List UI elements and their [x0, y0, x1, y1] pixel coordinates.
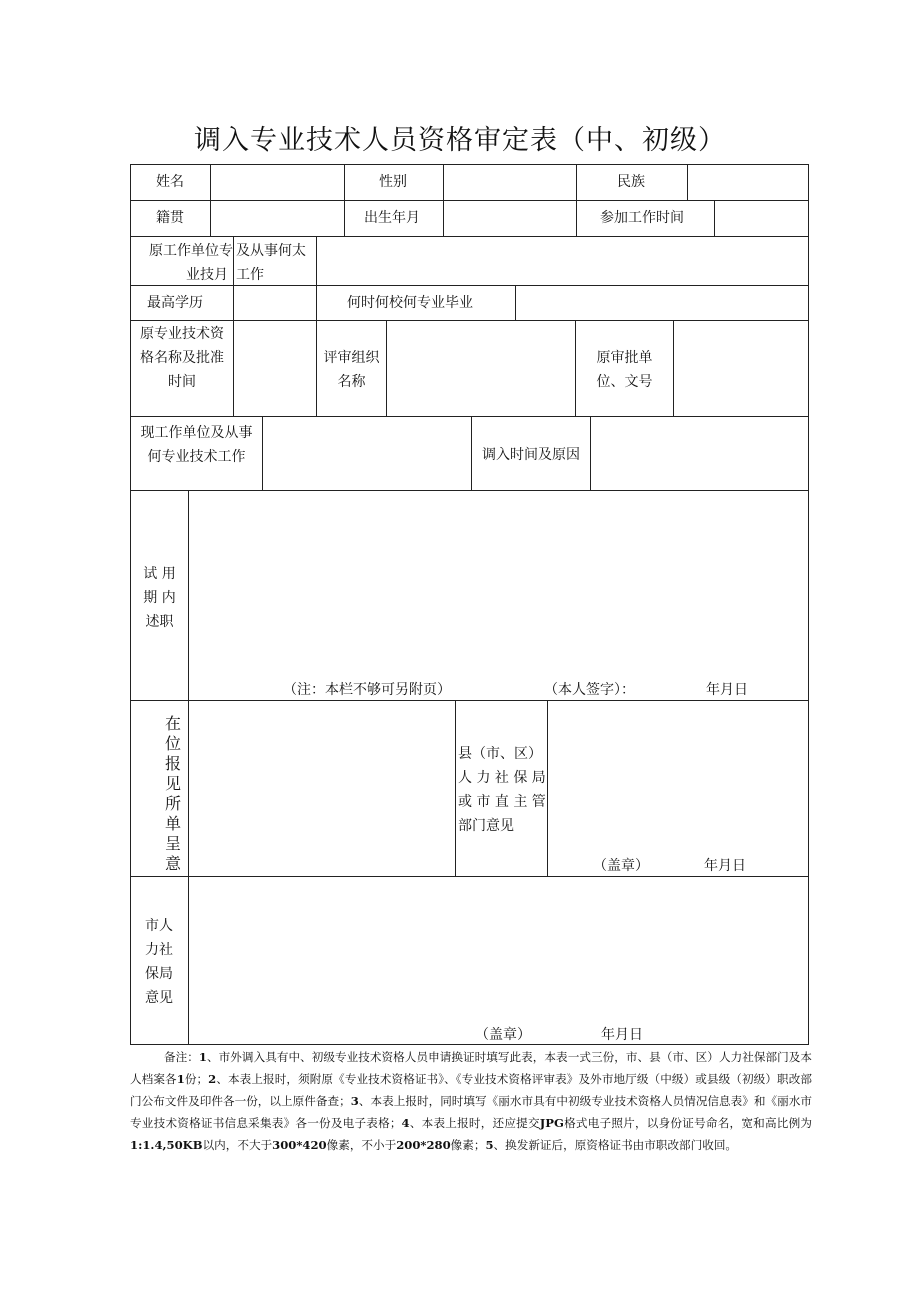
engaged-work-label-line2: 工作: [236, 267, 264, 283]
county-opinion-label: [458, 742, 546, 838]
city-opinion-label: [145, 914, 173, 1010]
original-unit-field[interactable]: [317, 237, 808, 285]
native-place-field[interactable]: [211, 201, 344, 236]
work-start-field[interactable]: [715, 201, 808, 236]
city-seal-label: （盖章）: [475, 1027, 531, 1043]
city-opinion-label-line3: 保局: [145, 966, 173, 982]
education-label: 最高学历: [147, 295, 203, 311]
birth-date-field[interactable]: [444, 201, 576, 236]
county-opinion-label-line3: 或 市 直 主 管: [458, 794, 546, 810]
review-org-label-line1: 评审组织: [323, 350, 380, 366]
current-unit-label-line2: 何专业技术工作: [147, 449, 246, 465]
approval-label-line1: 原审批单: [596, 350, 653, 366]
remarks-text: 、本表上报时，同时填写《丽水市具有中初级专业技术资格人员情况信息表》和《丽水市专业技术资格证书信息采集表》各一份及电子表格；: [130, 1094, 812, 1130]
work-start-label: 参加工作时间: [600, 210, 684, 226]
city-seal-date: 年月日: [601, 1027, 643, 1043]
remarks-text: 、换发新证后，原资格证书由市职改部门收回。: [493, 1138, 738, 1152]
review-org-label: [317, 346, 386, 394]
original-qualification-field[interactable]: [234, 321, 316, 416]
current-unit-label-line1: 现工作单位及从事: [140, 425, 253, 441]
probation-report-label-line1: 试 用: [143, 566, 176, 582]
remarks-number: 1: [176, 1072, 185, 1086]
unit-opinion-label: 在位报见所单呈意: [164, 714, 181, 873]
city-opinion-label-line1: 市人: [145, 918, 173, 934]
remarks-text: 、本表上报时，须附原《专业技术资格证书》、《专业技术资格评审表》及外市地厅级（中级）或县级（初级）职改部门公布文件及印件各一份，以上原件备查；: [130, 1072, 812, 1108]
probation-report-label-line3: 述职: [145, 614, 174, 630]
graduation-field[interactable]: [516, 286, 808, 320]
remarks-text: 像素；: [450, 1138, 486, 1152]
original-qualification-label: [131, 322, 233, 394]
birth-date-label: 出生年月: [364, 210, 420, 226]
original-qualification-label-line2: 格名称及批准: [140, 350, 224, 366]
approval-field[interactable]: [674, 321, 808, 416]
county-opinion-label-line1: 县（市、区）: [458, 746, 542, 762]
probation-report-field[interactable]: [189, 491, 808, 671]
city-opinion-field[interactable]: [189, 877, 808, 1020]
approval-label: [576, 346, 673, 394]
education-field[interactable]: [234, 286, 316, 320]
signature-date: 年月日: [706, 682, 748, 698]
name-label: 姓名: [156, 174, 184, 190]
probation-report-label-line2: 期 内: [143, 590, 176, 606]
current-unit-label: [131, 421, 262, 469]
city-opinion-label-line2: 力社: [145, 942, 173, 958]
native-place-label: 籍贯: [156, 210, 184, 226]
county-opinion-field[interactable]: [548, 701, 808, 851]
original-unit-label-line2: 业技月: [186, 267, 228, 283]
engaged-work-label: [236, 239, 306, 287]
ethnicity-label: 民族: [617, 174, 645, 190]
review-org-label-line2: 名称: [337, 374, 366, 390]
remarks-text: 备注：: [164, 1050, 199, 1064]
engaged-work-label-line1: 及从事何太: [236, 243, 306, 259]
county-opinion-label-line2: 人 力 社 保 局: [458, 770, 546, 786]
gender-field[interactable]: [444, 165, 576, 200]
original-unit-label: [140, 239, 233, 287]
remarks-number: 200*280: [396, 1138, 451, 1152]
name-field[interactable]: [211, 165, 344, 200]
remarks-text: 格式电子照片，以身份证号命名，宽和高比例为: [563, 1116, 812, 1130]
remarks-note: [130, 1046, 812, 1156]
remarks-text: 、市外调入具有中、初级专业技术资格人员申请换证时填写此表，本表一式三份，市、县（市、区）人力社保部门及本人档案各: [130, 1050, 812, 1086]
current-unit-field[interactable]: [263, 417, 471, 490]
transfer-label: 调入时间及原因: [482, 447, 580, 463]
remarks-text: 以内，不大于: [202, 1138, 273, 1152]
remarks-number: JPG: [539, 1116, 564, 1130]
city-opinion-label-line4: 意见: [145, 990, 173, 1006]
probation-report-label: [131, 562, 188, 634]
remarks-number: 2: [208, 1072, 217, 1086]
original-qualification-label-line3: 时间: [168, 374, 196, 390]
self-signature-label: （本人签字）：: [544, 682, 635, 698]
remarks-number: 1: [198, 1050, 207, 1064]
remarks-number: 300*420: [272, 1138, 327, 1152]
county-opinion-label-line4: 部门意见: [458, 818, 514, 834]
county-seal-label: （盖章）: [593, 858, 649, 874]
remarks-number: 4: [401, 1116, 410, 1130]
attach-note: （注：本栏不够可另附页）: [283, 682, 451, 698]
unit-opinion-field[interactable]: [189, 701, 455, 876]
ethnicity-field[interactable]: [688, 165, 808, 200]
original-qualification-label-line1: 原专业技术资: [140, 326, 224, 342]
graduation-label: 何时何校何专业毕业: [347, 295, 473, 311]
remarks-text: 份；: [184, 1072, 209, 1086]
transfer-field[interactable]: [591, 417, 808, 490]
county-seal-date: 年月日: [704, 858, 746, 874]
remarks-number: 3: [350, 1094, 359, 1108]
original-unit-label-line1: 原工作单位专: [149, 243, 233, 259]
remarks-text: 、本表上报时，还应提交: [409, 1116, 540, 1130]
review-org-field[interactable]: [387, 321, 575, 416]
approval-label-line2: 位、文号: [596, 374, 653, 390]
gender-label: 性别: [379, 174, 407, 190]
form-title: 调入专业技术人员资格审定表（中、初级）: [194, 125, 726, 156]
remarks-text: 像素，不小于: [326, 1138, 397, 1152]
remarks-number: 1:1.4,50KB: [130, 1138, 203, 1152]
remarks-number: 5: [485, 1138, 494, 1152]
